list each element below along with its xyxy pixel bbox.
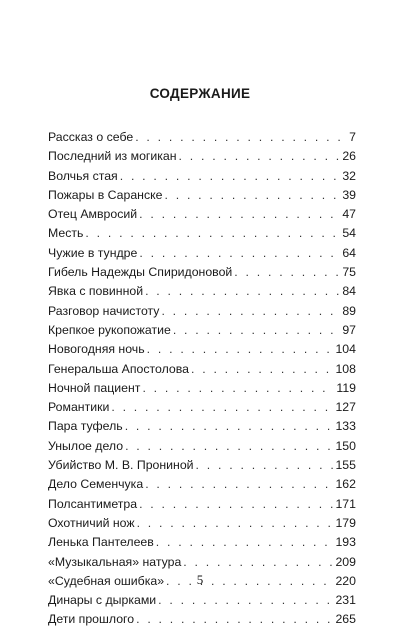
toc-entry-page: 231 [335, 593, 356, 608]
toc-leader-dots [125, 417, 334, 436]
toc-entry-page: 75 [342, 265, 356, 280]
toc-entry-title: Последний из могикан [48, 149, 177, 164]
toc-heading: СОДЕРЖАНИЕ [149, 86, 251, 101]
toc-entry-title: Дети прошлого [48, 612, 135, 627]
toc-entry-page: 84 [342, 284, 356, 299]
toc-entry-page: 97 [342, 322, 356, 337]
toc-leader-dots [85, 224, 340, 243]
toc-entry-title: Пожары в Саранске [48, 187, 163, 202]
toc-leader-dots [158, 591, 333, 610]
toc-entry-title: Отец Амвросий [48, 207, 138, 222]
toc-leader-dots [139, 495, 333, 514]
toc-entry-page: 265 [335, 612, 356, 627]
toc-entry-page: 64 [342, 245, 356, 260]
toc-leader-dots [136, 610, 333, 629]
toc-entry [48, 591, 356, 610]
toc-leader-dots [139, 205, 340, 224]
toc-entry-title: «Судебная ошибка» [48, 573, 165, 588]
toc-entry-title: Гибель Надежды Спиридоновой [48, 265, 233, 280]
toc-entry-title: Динары с дырками [48, 593, 157, 608]
toc-entry-title: Полсантиметра [48, 496, 138, 511]
toc-entry-page: 32 [342, 168, 356, 183]
toc-entry-title: Разговор начистоту [48, 303, 160, 318]
toc-entry-title: Ночной пациент [48, 380, 141, 395]
toc-entry-page: 133 [335, 419, 356, 434]
toc-entry [48, 437, 356, 456]
toc-leader-dots [234, 263, 340, 282]
toc-leader-dots [139, 244, 340, 263]
toc-entry-page: 150 [335, 438, 356, 453]
toc-entry [48, 533, 356, 552]
toc-entry-page: 179 [335, 515, 356, 530]
toc-entry [48, 456, 356, 475]
toc-entry [48, 321, 356, 340]
toc-leader-dots [183, 553, 333, 572]
toc-entry [48, 398, 356, 417]
toc-entry [48, 610, 356, 629]
toc-entry [48, 302, 356, 321]
toc-entry [48, 128, 356, 147]
toc-entry-title: Генеральша Апостолова [48, 361, 189, 376]
toc-leader-dots [164, 186, 340, 205]
toc-entry-page: 108 [335, 361, 356, 376]
toc-leader-dots [196, 456, 334, 475]
toc-entry-page: 119 [336, 380, 356, 395]
toc-entry-title: Чужие в тундре [48, 245, 138, 260]
toc-entry-title: Убийство М. В. Прониной [48, 458, 194, 473]
toc-entry [48, 205, 356, 224]
toc-entry-title: Явка с повинной [48, 284, 144, 299]
toc-leader-dots [120, 167, 341, 186]
toc-leader-dots [145, 475, 333, 494]
toc-entry-page: 220 [335, 573, 356, 588]
toc-entry-title: Рассказ о себе [48, 130, 134, 144]
toc-leader-dots [179, 147, 341, 166]
toc-entry-title: «Музыкальная» натура [48, 554, 182, 569]
toc-entry-title: Новогодняя ночь [48, 342, 145, 357]
toc-leader-dots [111, 398, 333, 417]
toc-entry-page: 47 [342, 207, 356, 222]
toc-entry-page: 39 [342, 187, 356, 202]
toc-entry-title: Пара туфель [48, 419, 123, 434]
page-number: 5 [196, 572, 204, 587]
toc-entry-page: 89 [342, 303, 356, 318]
toc-entry-page: 171 [335, 496, 356, 511]
toc-entry-title: Охотничий нож [48, 515, 135, 530]
toc-entry [48, 514, 356, 533]
toc-entry-title: Крепкое рукопожатие [48, 322, 171, 337]
toc-entry-title: Волчья стая [48, 168, 118, 183]
toc-entry-page: 193 [335, 535, 356, 550]
toc-entry [48, 282, 356, 301]
toc-entry [48, 244, 356, 263]
toc-leader-dots [156, 533, 334, 552]
toc-entry-page: 209 [335, 554, 356, 569]
toc-entry-title: Унылое дело [48, 438, 124, 453]
toc-leader-dots [125, 437, 333, 456]
toc-entry-page: 26 [342, 149, 356, 164]
toc-entry [48, 553, 356, 572]
toc-leader-dots [147, 340, 334, 359]
toc-leader-dots [191, 360, 333, 379]
toc-entry [48, 340, 356, 359]
toc-entry [48, 167, 356, 186]
toc-entry [48, 186, 356, 205]
toc-entry-title: Романтики [48, 400, 110, 415]
toc-leader-dots [135, 128, 347, 147]
toc-leader-dots [145, 282, 340, 301]
toc-entry-title: Дело Семенчука [48, 477, 144, 492]
toc-entry [48, 475, 356, 494]
toc-entry-page: 54 [342, 226, 356, 241]
toc-entry [48, 147, 356, 166]
toc-entry [48, 379, 356, 398]
toc-entry-page: 155 [335, 458, 356, 473]
toc-entry-title: Месть [48, 226, 84, 241]
toc-leader-dots [161, 302, 340, 321]
table-of-contents [48, 128, 356, 630]
toc-entry [48, 224, 356, 243]
toc-entry-page: 162 [335, 477, 356, 492]
toc-entry-page: 127 [335, 400, 356, 415]
toc-leader-dots [142, 379, 334, 398]
toc-entry-page: 7 [349, 130, 356, 144]
toc-entry-page: 104 [335, 342, 356, 357]
toc-entry [48, 263, 356, 282]
toc-leader-dots [173, 321, 340, 340]
toc-leader-dots [137, 514, 334, 533]
toc-entry-title: Ленька Пантелеев [48, 535, 154, 550]
toc-entry [48, 417, 356, 436]
toc-entry [48, 360, 356, 379]
toc-entry [48, 495, 356, 514]
